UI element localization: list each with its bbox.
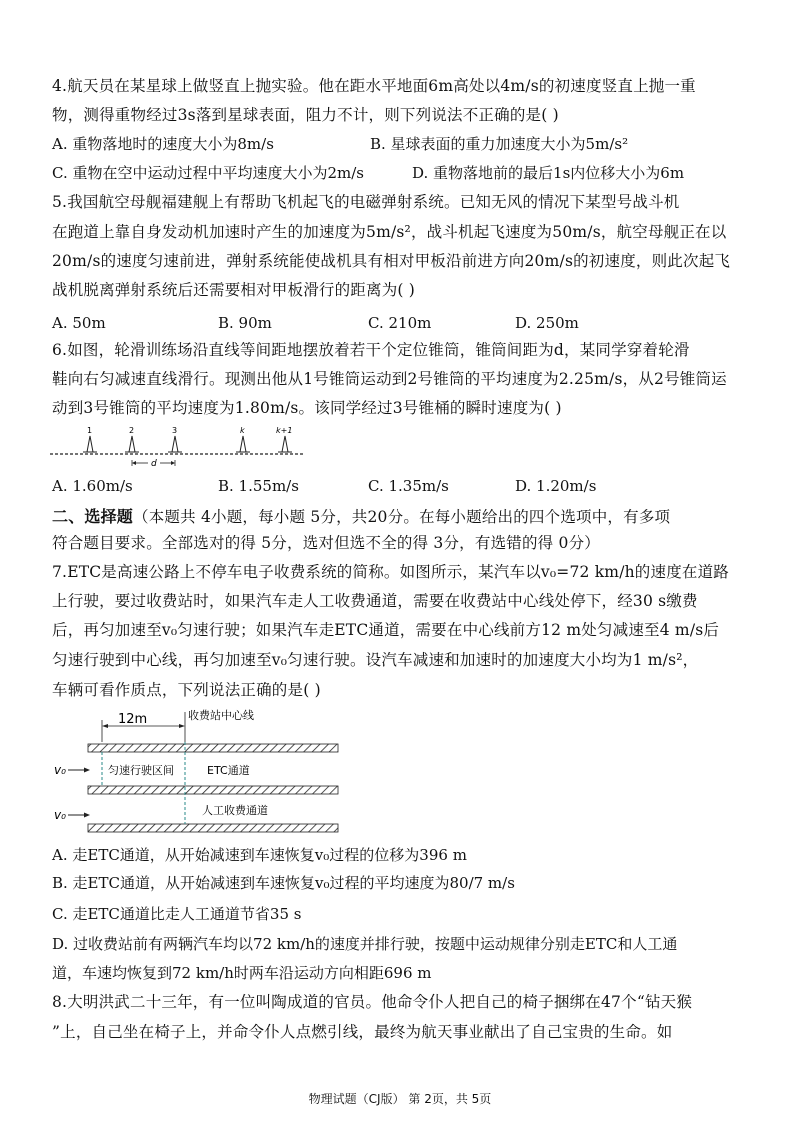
q4-option-c: C. 重物在空中运动过程中平均速度大小为2m/s bbox=[52, 164, 364, 182]
q6-option-c: C. 1.35m/s bbox=[368, 477, 449, 495]
q5-stem-line2: 在跑道上靠自身发动机加速时产生的加速度为5m/s²，战斗机起飞速度为50m/s，航空母舰正在以 bbox=[52, 223, 727, 241]
q6-option-a: A. 1.60m/s bbox=[52, 477, 133, 495]
q4-stem-line2: 物，测得重物经过3s落到星球表面，阻力不计，则下列说法不正确的是( ) bbox=[52, 106, 559, 124]
etc-lane-label: ETC通道 bbox=[207, 764, 250, 777]
cone-3 bbox=[168, 426, 182, 452]
cone-diagram bbox=[50, 424, 310, 470]
q8-stem-line2: ”上，自己坐在椅子上，并命令仆人点燃引线，最终为航天事业献出了自己宝贵的生命。如 bbox=[52, 1023, 673, 1041]
page-footer: 物理试题（CJ版） 第 2页，共 5页 bbox=[308, 1092, 492, 1106]
q7-option-b: B. 走ETC通道，从开始减速到车速恢复v₀过程的平均速度为80/7 m/s bbox=[52, 874, 515, 892]
q5-stem-line3: 20m/s的速度匀速前进，弹射系统能使战机具有相对甲板沿前进方向20m/s的初速度，则此次起飞 bbox=[52, 252, 731, 270]
cone-label-2: 2 bbox=[129, 426, 135, 435]
cone-label-1: 1 bbox=[87, 426, 93, 435]
center-line-label: 收费站中心线 bbox=[188, 709, 254, 722]
q7-option-a: A. 走ETC通道，从开始减速到车速恢复v₀过程的位移为396 m bbox=[52, 846, 467, 864]
q7-stem-line4: 匀速行驶到中心线，再匀加速至v₀匀速行驶。设汽车减速和加速时的加速度大小均为1 m/s²， bbox=[52, 651, 699, 669]
q5-stem-line1: 5.我国航空母舰福建舰上有帮助飞机起飞的电磁弹射系统。已知无风的情况下某型号战斗机 bbox=[52, 193, 680, 211]
q6-stem-line2: 鞋向右匀减速直线滑行。现测出他从1号锥筒运动到2号锥筒的平均速度为2.25m/s，从2号锥筒运 bbox=[52, 370, 727, 388]
barrier-top bbox=[88, 744, 338, 752]
cone-label-k: k bbox=[240, 426, 245, 435]
q4-option-d: D. 重物落地前的最后1s内位移大小为6m bbox=[412, 164, 685, 182]
q4-stem-line1: 4.航天员在某星球上做竖直上抛实验。他在距水平地面6m高处以4m/s的初速度竖直上抛一重 bbox=[52, 77, 696, 95]
q6-option-b: B. 1.55m/s bbox=[218, 477, 299, 495]
q7-option-d-line2: 道，车速均恢复到72 km/h时两车沿运动方向相距696 m bbox=[52, 964, 432, 982]
cone-label-3: 3 bbox=[172, 426, 178, 435]
q6-stem-line3: 动到3号锥筒的平均速度为1.80m/s。该同学经过3号锥桶的瞬时速度为( ) bbox=[52, 399, 562, 417]
section2-title: 二、选择题 bbox=[52, 507, 134, 526]
q4-option-a: A. 重物落地时的速度大小为8m/s bbox=[52, 135, 274, 153]
q5-option-a: A. 50m bbox=[52, 314, 106, 332]
d-label: d bbox=[151, 459, 157, 469]
v0-label-bottom: v₀ bbox=[54, 808, 66, 822]
cone-label-k-plus-1: k+1 bbox=[276, 426, 293, 435]
barrier-middle bbox=[88, 786, 338, 794]
q7-stem-line3: 后，再匀加速至v₀匀速行驶；如果汽车走ETC通道，需要在中心线前方12 m处匀减速至4 m/s后 bbox=[52, 621, 720, 639]
cone-1 bbox=[83, 426, 97, 452]
q4-option-b: B. 星球表面的重力加速度大小为5m/s² bbox=[370, 135, 629, 153]
section2-desc-line1: （本题共 4小题，每小题 5分，共20分。在每小题给出的四个选项中，有多项 bbox=[133, 508, 671, 526]
q5-option-c: C. 210m bbox=[368, 314, 432, 332]
cone-2 bbox=[125, 426, 139, 452]
q7-option-c: C. 走ETC通道比走人工通道节省35 s bbox=[52, 905, 302, 923]
etc-diagram bbox=[52, 706, 342, 838]
q5-option-d: D. 250m bbox=[515, 314, 579, 332]
q7-stem-line2: 上行驶，要过收费站时，如果汽车走人工收费通道，需要在收费站中心线处停下，经30 s缴费 bbox=[52, 592, 698, 610]
q5-stem-line4: 战机脱离弹射系统后还需要相对甲板滑行的距离为( ) bbox=[52, 281, 416, 299]
zone-label: 匀速行驶区间 bbox=[108, 764, 174, 777]
q5-option-b: B. 90m bbox=[218, 314, 272, 332]
dist-label: 12m bbox=[118, 712, 148, 727]
manual-lane-label: 人工收费通道 bbox=[202, 804, 268, 817]
v0-label-top: v₀ bbox=[54, 763, 66, 777]
section2-header bbox=[52, 507, 670, 527]
q7-stem-line5: 车辆可看作质点，下列说法正确的是( ) bbox=[52, 681, 321, 699]
cone-k bbox=[236, 426, 250, 452]
section2-desc-line2: 符合题目要求。全部选对的得 5分，选对但选不全的得 3分，有选错的得 0分） bbox=[52, 534, 600, 552]
barrier-bottom bbox=[88, 824, 338, 832]
q8-stem-line1: 8.大明洪武二十三年，有一位叫陶成道的官员。他命令仆人把自己的椅子捆绑在47个“钻天猴 bbox=[52, 993, 693, 1011]
cone-k-plus-1 bbox=[276, 426, 292, 452]
q7-stem-line1: 7.ETC是高速公路上不停车电子收费系统的简称。如图所示，某汽车以v₀=72 km/h的速度在道路 bbox=[52, 563, 730, 581]
q6-option-d: D. 1.20m/s bbox=[515, 477, 597, 495]
q7-option-d-line1: D. 过收费站前有两辆汽车均以72 km/h的速度并排行驶，按题中运动规律分别走ETC和人工通 bbox=[52, 935, 678, 953]
q6-stem-line1: 6.如图，轮滑训练场沿直线等间距地摆放着若干个定位锥筒，锥筒间距为d，某同学穿着轮滑 bbox=[52, 341, 690, 359]
